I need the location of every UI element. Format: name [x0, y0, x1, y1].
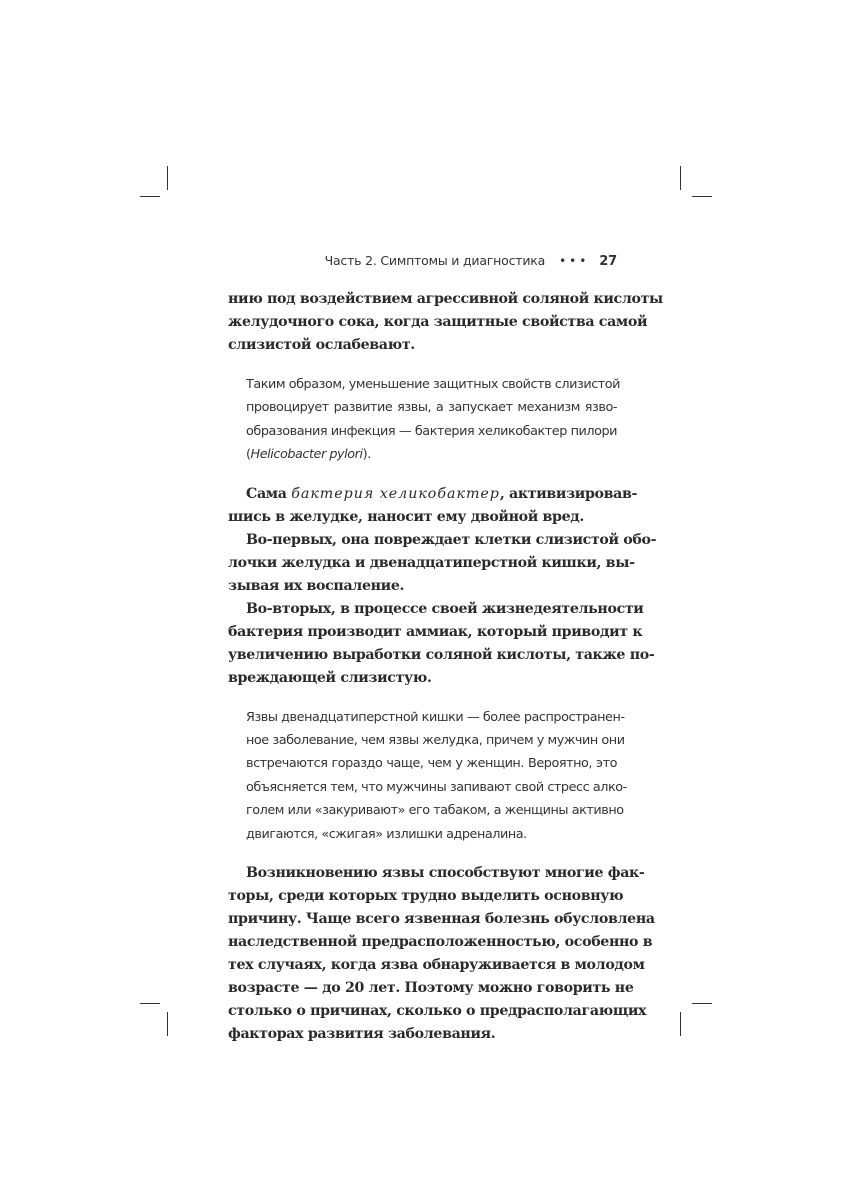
text-line: лочки желудка и двенадцатиперстной кишки, вы- — [228, 554, 635, 571]
text-line: тех случаях, когда язва обнаруживается в молодом — [228, 957, 645, 974]
crop-mark — [140, 196, 160, 197]
text-line: голем или «закуривают» его табаком, а женщины активно — [246, 803, 624, 819]
body-paragraph — [228, 483, 657, 690]
text-line: Во-вторых, в процессе своей жизнедеятельности — [246, 600, 644, 617]
crop-mark — [692, 196, 712, 197]
text-line: провоцирует развитие язвы, а запускает механизм язво- — [246, 400, 617, 416]
text-line: Возникновению язвы способствуют многие фак- — [246, 865, 645, 882]
crop-mark — [140, 1003, 160, 1004]
text-line: возрасте — до 20 лет. Поэтому можно говорить не — [228, 980, 634, 997]
text-fragment: ). — [362, 447, 371, 463]
italic-term: бактерия хеликобактер — [291, 485, 500, 502]
text-line: Во-первых, она повреждает клетки слизистой обо- — [246, 531, 657, 548]
text-line: причину. Чаще всего язвенная болезнь обусловлена — [228, 911, 655, 928]
text-fragment: ( — [246, 447, 251, 463]
text-line: вреждающей слизистую. — [228, 669, 432, 686]
text-line: встречаются гораздо чаще, чем у женщин. Вероятно, это — [246, 756, 617, 772]
text-fragment: , активизировав- — [499, 485, 638, 502]
page-content — [228, 288, 663, 1046]
section-title: Часть 2. Симптомы и диагностика — [324, 253, 546, 268]
callout-box — [246, 706, 627, 846]
text-line: Таким образом, уменьшение защитных свойств слизистой — [246, 377, 621, 392]
separator-dots: ••• — [559, 254, 590, 268]
crop-mark — [167, 1012, 168, 1036]
text-line: факторах развития заболевания. — [228, 1026, 496, 1043]
text-line — [246, 443, 617, 466]
text-line: нию под воздействием агрессивной соляной кислоты — [228, 291, 663, 307]
callout-box — [246, 373, 621, 467]
body-paragraph — [228, 288, 663, 357]
text-line: столько о причинах, сколько о предрасполагающих — [228, 1003, 647, 1020]
text-line: Язвы двенадцатиперстной кишки — более распространен- — [246, 709, 625, 725]
crop-mark — [692, 1003, 712, 1004]
crop-mark — [680, 166, 681, 190]
crop-mark — [680, 1012, 681, 1036]
text-line: желудочного сока, когда защитные свойства самой — [228, 314, 648, 330]
running-header — [228, 253, 617, 269]
text-line: шись в желудке, наносит ему двойной вред. — [228, 508, 584, 525]
body-paragraph — [228, 862, 655, 1046]
text-fragment: Сама — [246, 485, 292, 502]
text-line: увеличению выработки соляной кислоты, также по- — [228, 646, 655, 663]
text-line: двигаются, «сжигая» излишки адреналина. — [246, 826, 527, 842]
text-line — [228, 483, 638, 506]
text-line: наследственной предрасположенностью, особенно в — [228, 934, 653, 951]
text-line: слизистой ослабевают. — [228, 337, 415, 353]
text-line: объясняется тем, что мужчины запивают свой стресс алко- — [246, 779, 627, 795]
page-number: 27 — [599, 254, 617, 269]
crop-mark — [167, 166, 168, 190]
text-line: ное заболевание, чем язвы желудка, причем у мужчин они — [246, 733, 625, 749]
italic-term: Helicobacter pylori — [250, 447, 363, 463]
text-line: образования инфекция — бактерия хеликобактер пилори — [246, 423, 617, 439]
text-line: торы, среди которых трудно выделить основную — [228, 888, 624, 905]
text-line: бактерия производит аммиак, который приводит к — [228, 623, 643, 640]
text-line: зывая их воспаление. — [228, 577, 405, 594]
